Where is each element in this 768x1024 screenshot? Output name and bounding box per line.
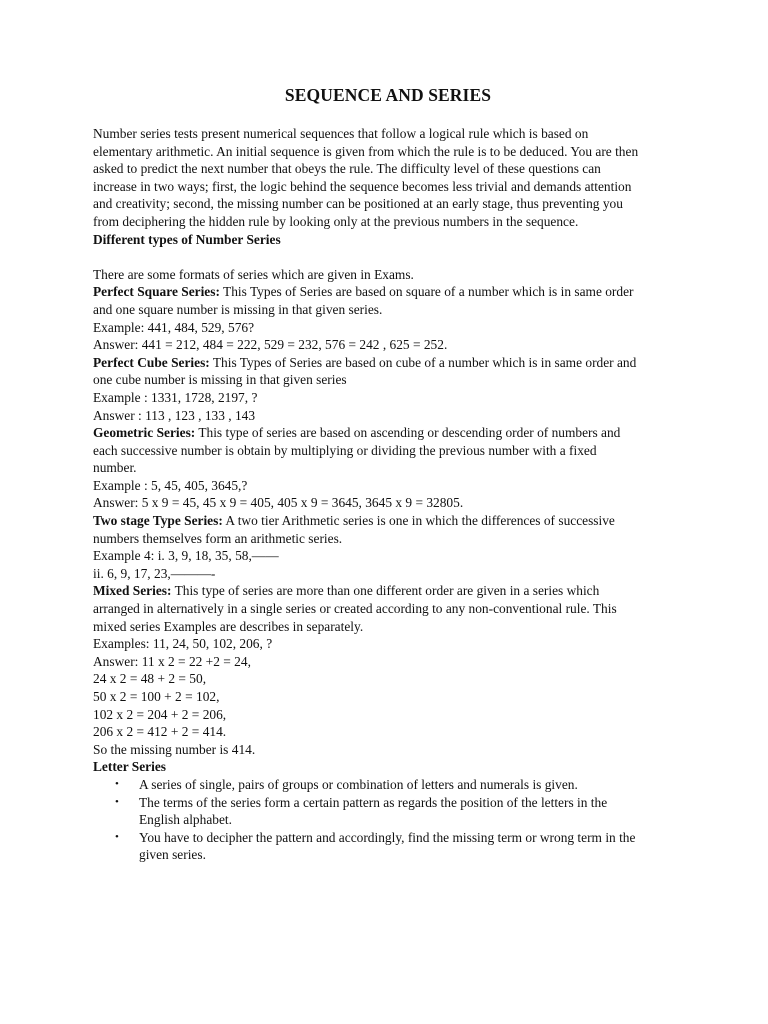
- list-item: [93, 794, 683, 829]
- text-line: [93, 424, 683, 442]
- text-line: arranged in alternatively in a single series or created according to any non-conventional rule. This: [93, 601, 617, 617]
- term-label: Perfect Square Series:: [93, 284, 220, 300]
- text-line: 50 x 2 = 100 + 2 = 102,: [93, 689, 220, 704]
- text-line: increase in two ways; first, the logic behind the sequence becomes less trivial and demands attention: [93, 178, 632, 194]
- text-line: A series of single, pairs of groups or combination of letters and numerals is given.: [139, 776, 578, 792]
- bullet-icon: •: [115, 777, 119, 790]
- text-line: and creativity; second, the missing number can be positioned at an early stage, thus preventing you: [93, 196, 623, 212]
- text-line: Examples: 11, 24, 50, 102, 206, ?: [93, 636, 273, 652]
- text-line: Answer: 5 x 9 = 45, 45 x 9 = 405, 405 x 9 = 3645, 3645 x 9 = 32805.: [93, 495, 464, 511]
- text-line: [93, 512, 683, 530]
- text-line: number.: [93, 460, 137, 476]
- text-line: asked to predict the next number that obeys the rule. The difficulty level of these questions can: [93, 161, 601, 177]
- formats-line: There are some formats of series which are given in Exams.: [93, 266, 414, 282]
- mixed-section: [93, 582, 683, 758]
- text-line: Example 4: i. 3, 9, 18, 35, 58,——: [93, 548, 279, 564]
- text-line: numbers themselves form an arithmetic series.: [93, 530, 343, 546]
- text-line: Answer : 113 , 123 , 133 , 143: [93, 407, 256, 423]
- text-line: [93, 582, 683, 600]
- text-line: Answer: 11 x 2 = 22 +2 = 24,: [93, 653, 251, 669]
- list-item: [93, 829, 683, 864]
- perfect-square-section: [93, 283, 683, 353]
- term-text: This Types of Series are based on square of a number which is in same order: [219, 284, 634, 300]
- text-line: Example: 441, 484, 529, 576?: [93, 319, 255, 335]
- section-heading-number-series: Different types of Number Series: [93, 231, 281, 247]
- text-line: given series.: [139, 847, 206, 863]
- bullet-icon: •: [115, 830, 119, 843]
- text-line: So the missing number is 414.: [93, 741, 256, 757]
- document-page: [93, 84, 683, 864]
- geometric-section: [93, 424, 683, 512]
- text-line: [93, 283, 683, 301]
- text-line: ii. 6, 9, 17, 23,———-: [93, 565, 216, 581]
- text-line: [93, 354, 683, 372]
- text-line: elementary arithmetic. An initial sequence is given from which the rule is to be deduced. You are then: [93, 143, 639, 159]
- letter-series-list: [93, 776, 683, 864]
- text-line: You have to decipher the pattern and accordingly, find the missing term or wrong term in the: [139, 829, 636, 845]
- page-title: SEQUENCE AND SERIES: [284, 85, 492, 105]
- text-line: English alphabet.: [139, 812, 232, 828]
- text-line: The terms of the series form a certain pattern as regards the position of the letters in the: [139, 794, 608, 810]
- term-label: Two stage Type Series:: [93, 513, 223, 529]
- term-text: This type of series are based on ascending or descending order of numbers and: [195, 425, 621, 441]
- text-line: 24 x 2 = 48 + 2 = 50,: [93, 671, 207, 687]
- perfect-cube-section: [93, 354, 683, 424]
- list-item: [93, 776, 683, 794]
- text-line: each successive number is obtain by multiplying or dividing the previous number with a fixed: [93, 442, 597, 458]
- text-line: Answer: 441 = 212, 484 = 222, 529 = 232, 576 = 242 , 625 = 252.: [93, 337, 448, 353]
- blank-line: [93, 248, 683, 266]
- text-line: mixed series Examples are describes in separately.: [93, 618, 364, 634]
- text-line: 102 x 2 = 204 + 2 = 206,: [93, 706, 227, 722]
- bullet-icon: •: [115, 795, 119, 808]
- two-stage-section: [93, 512, 683, 582]
- text-line: 206 x 2 = 412 + 2 = 414.: [93, 724, 227, 740]
- section-heading-letter-series: Letter Series: [93, 759, 166, 775]
- text-line: Number series tests present numerical sequences that follow a logical rule which is based on: [93, 126, 589, 141]
- text-line: Example : 5, 45, 405, 3645,?: [93, 477, 248, 493]
- term-label: Mixed Series:: [93, 583, 172, 599]
- text-line: Example : 1331, 1728, 2197, ?: [93, 389, 258, 405]
- text-line: and one square number is missing in that given series.: [93, 301, 383, 317]
- term-text: A two tier Arithmetic series is one in which the differences of successive: [222, 513, 615, 529]
- term-label: Geometric Series:: [93, 425, 196, 441]
- term-label: Perfect Cube Series:: [93, 354, 210, 370]
- text-line: from deciphering the hidden rule by looking only at the previous numbers in the sequence.: [93, 213, 579, 229]
- intro-paragraph: [93, 125, 683, 231]
- term-text: This type of series are more than one different order are given in a series which: [171, 583, 600, 599]
- term-text: This Types of Series are based on cube of a number which is in same order and: [209, 354, 637, 370]
- text-line: one cube number is missing in that given series: [93, 372, 347, 388]
